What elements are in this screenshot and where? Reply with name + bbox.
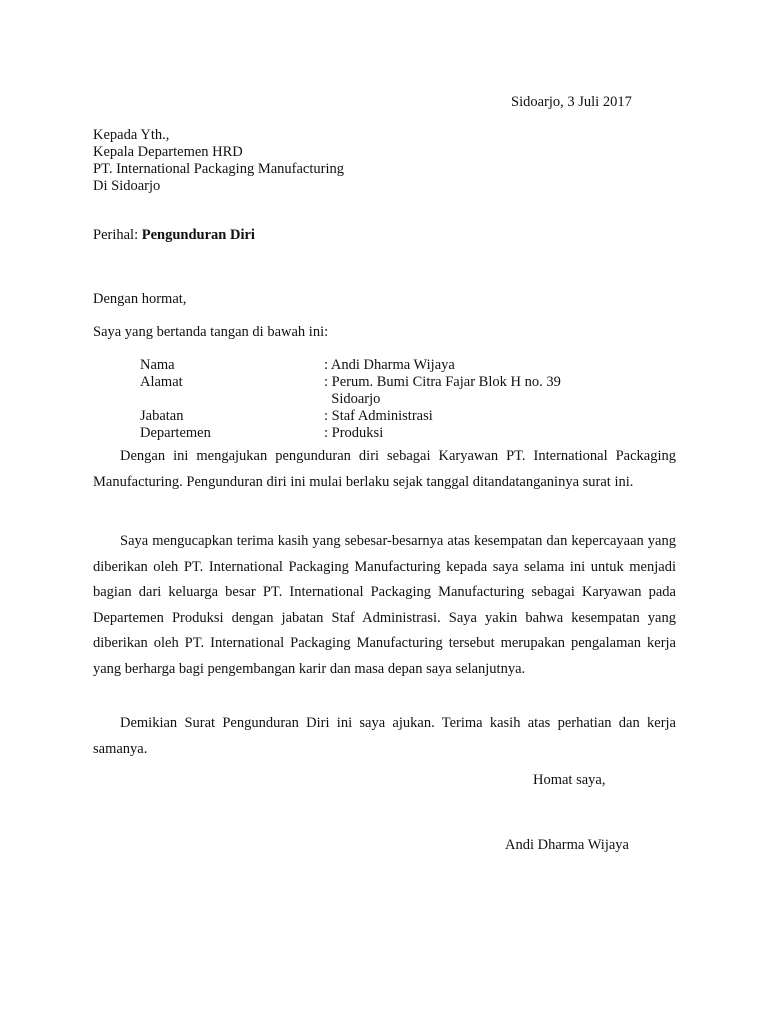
recipient-line: Di Sidoarjo <box>93 178 161 194</box>
identity-row <box>140 408 561 425</box>
identity-row <box>140 425 561 442</box>
subject-text: Pengunduran Diri <box>141 227 255 243</box>
identity-label: Nama <box>140 357 175 373</box>
body-paragraph: Demikian Surat Pengunduran Diri ini saya ajukan. Terima kasih atas perhatian dan kerja samanya. <box>93 715 676 757</box>
identity-row <box>140 391 561 408</box>
signer-name: Andi Dharma Wijaya <box>505 837 629 853</box>
closing: Homat saya, <box>533 772 606 788</box>
body-paragraph: Saya mengucapkan terima kasih yang sebesar-besarnya atas kesempatan dan kepercayaan yang diberikan oleh PT. International Packaging Manufacturing kepada saya selama ini untuk menjadi bagian dari keluarga besar PT. International Packaging Manufacturing sebagai Karyawan pada Departemen Produksi dengan jabatan Staf Administrasi. Saya yakin bahwa kesempatan yang diberikan oleh PT. International Packaging Manufacturing tersebut merupakan pengalaman kerja yang berharga bagi pengembangan karir dan masa depan saya selanjutnya. <box>93 533 676 677</box>
identity-value: : Andi Dharma Wijaya <box>324 357 455 373</box>
salutation: Dengan hormat, <box>93 291 187 307</box>
recipient-line: Kepala Departemen HRD <box>93 144 243 160</box>
identity-value: : Perum. Bumi Citra Fajar Blok H no. 39 <box>324 374 561 390</box>
body-paragraph: Dengan ini mengajukan pengunduran diri sebagai Karyawan PT. International Packaging Manufacturing. Pengunduran diri ini mulai berlaku sejak tanggal ditandatanganinya surat ini. <box>93 448 676 490</box>
intro-text: Saya yang bertanda tangan di bawah ini: <box>93 324 329 340</box>
recipient-line: Kepada Yth., <box>93 127 170 143</box>
identity-row <box>140 357 561 374</box>
subject-line <box>93 227 255 244</box>
identity-label: Alamat <box>140 374 183 390</box>
subject-label: Perihal: <box>93 227 139 243</box>
identity-value: Sidoarjo <box>324 391 381 407</box>
identity-row <box>140 374 561 391</box>
identity-value: : Staf Administrasi <box>324 408 433 424</box>
identity-label: Departemen <box>140 425 211 441</box>
identity-value: : Produksi <box>324 425 384 441</box>
place-date: Sidoarjo, 3 Juli 2017 <box>511 94 632 110</box>
identity-label: Jabatan <box>140 408 184 424</box>
recipient-block <box>93 127 344 195</box>
recipient-line: PT. International Packaging Manufacturing <box>93 161 344 177</box>
identity-label <box>140 391 324 408</box>
identity-table <box>140 357 561 442</box>
